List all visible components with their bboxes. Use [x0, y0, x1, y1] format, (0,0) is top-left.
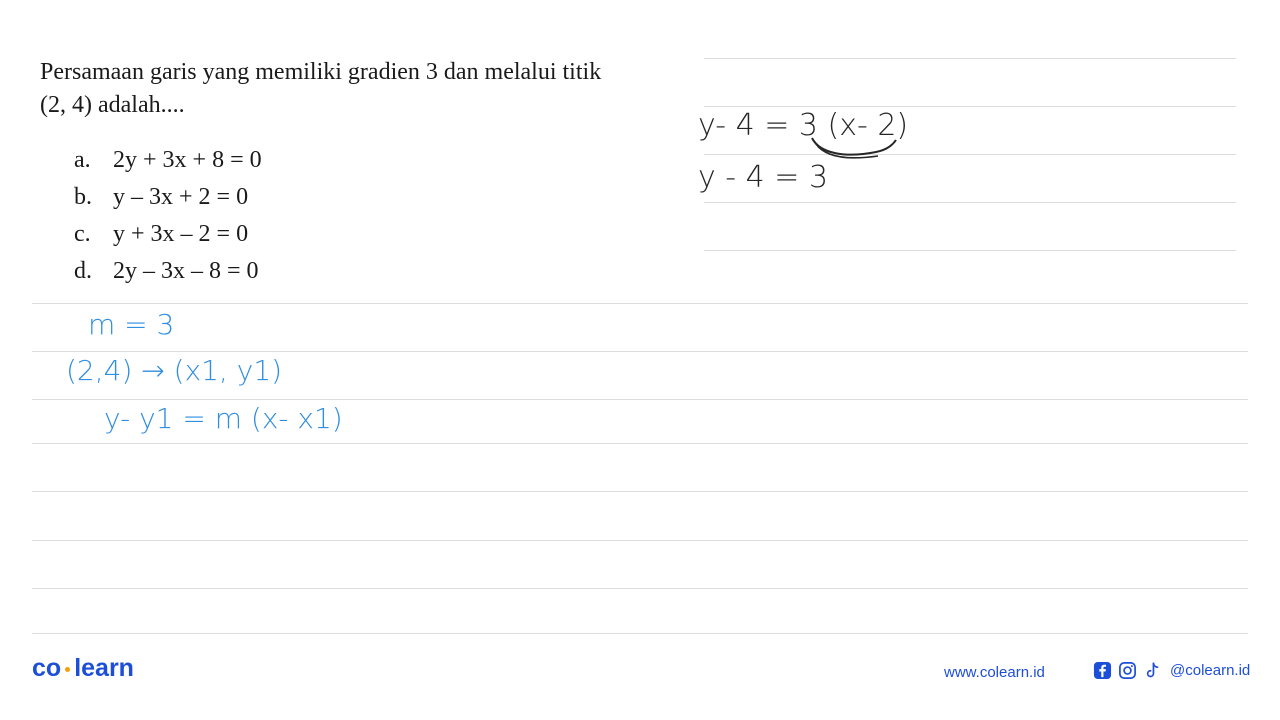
option-text: 2y + 3x + 8 = 0	[113, 147, 262, 173]
handwritten-equation-1: y- 4 = 3 (x- 2)	[698, 108, 909, 143]
option-text: 2y – 3x – 8 = 0	[113, 258, 259, 284]
ruled-line	[704, 106, 1236, 107]
logo-dot	[65, 667, 70, 672]
answer-options	[74, 142, 262, 290]
option-text: y + 3x – 2 = 0	[113, 221, 249, 247]
ruled-line	[704, 202, 1236, 203]
option-c	[74, 216, 262, 253]
ruled-line	[32, 588, 1248, 589]
handwritten-point: (2,4) → (x1, y1)	[66, 354, 283, 387]
ruled-line	[32, 633, 1248, 634]
ruled-line	[32, 351, 1248, 352]
option-letter: c.	[74, 221, 91, 247]
option-a	[74, 142, 262, 179]
tiktok-icon[interactable]	[1143, 661, 1162, 680]
ruled-line	[32, 399, 1248, 400]
colearn-logo	[32, 654, 134, 683]
handwritten-equation-2: y - 4 = 3	[698, 160, 829, 195]
logo-text-learn: learn	[74, 654, 134, 682]
ruled-line	[32, 491, 1248, 492]
ruled-line	[704, 58, 1236, 59]
option-d	[74, 253, 262, 290]
question-line-2: (2, 4) adalah....	[40, 92, 185, 118]
logo-text-co: co	[32, 654, 62, 682]
option-letter: a.	[74, 147, 91, 173]
facebook-icon[interactable]	[1093, 661, 1112, 680]
social-handle[interactable]: @colearn.id	[1170, 662, 1251, 679]
ruled-line	[32, 540, 1248, 541]
question-text	[40, 56, 720, 122]
instagram-icon[interactable]	[1118, 661, 1137, 680]
option-letter: d.	[74, 258, 92, 284]
option-letter: b.	[74, 184, 92, 210]
handwritten-formula: y- y1 = m (x- x1)	[104, 402, 343, 435]
ruled-line	[704, 250, 1236, 251]
ruled-line	[32, 443, 1248, 444]
ruled-line	[704, 154, 1236, 155]
handwritten-gradient: m = 3	[88, 308, 175, 341]
ruled-line	[32, 303, 1248, 304]
option-text: y – 3x + 2 = 0	[113, 184, 249, 210]
website-link[interactable]: www.colearn.id	[944, 664, 1045, 681]
question-line-1: Persamaan garis yang memiliki gradien 3 dan melalui titik	[40, 59, 602, 85]
option-b	[74, 179, 262, 216]
social-links	[1093, 661, 1250, 680]
